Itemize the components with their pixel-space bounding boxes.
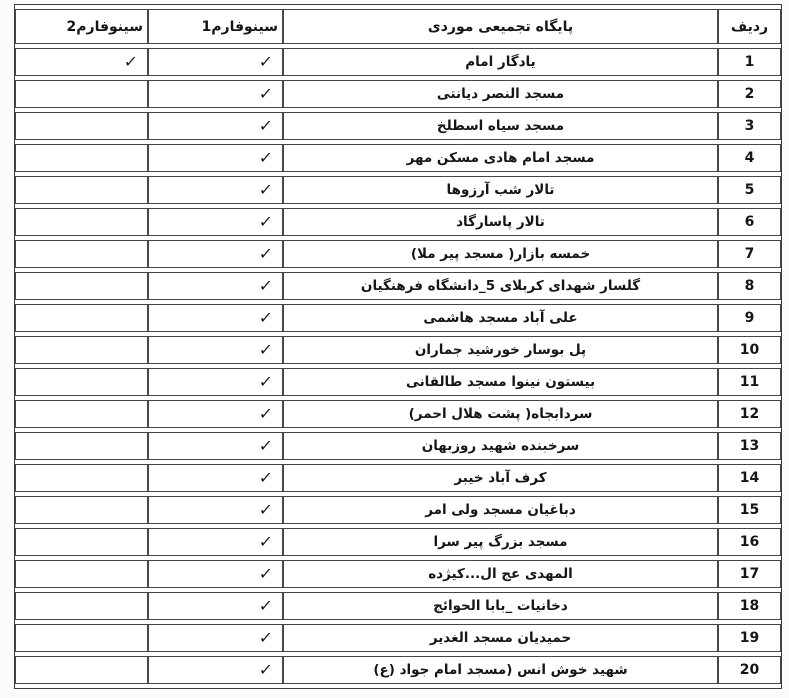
row-number-cell: 11 (718, 368, 781, 396)
station-name-cell: کرف آباد خیبر (283, 464, 718, 492)
checkmark-icon: ✓ (257, 596, 274, 615)
sinopharm1-cell (148, 336, 283, 364)
row-number-cell: 19 (718, 624, 781, 652)
header-row (15, 9, 781, 44)
station-name-cell: دباغیان مسجد ولی امر (283, 496, 718, 524)
table-row (15, 368, 781, 396)
vaccination-stations-table-frame (14, 4, 782, 689)
sinopharm1-cell (148, 176, 283, 204)
checkmark-icon: ✓ (257, 660, 274, 679)
header-sinopharm1: سینوفارم1 (148, 9, 283, 44)
sinopharm1-cell (148, 112, 283, 140)
sinopharm1-cell (148, 400, 283, 428)
station-name-cell: مسجد سیاه اسطلخ (283, 112, 718, 140)
checkmark-icon: ✓ (257, 116, 274, 135)
checkmark-icon: ✓ (257, 340, 274, 359)
checkmark-icon: ✓ (257, 628, 274, 647)
table-row (15, 624, 781, 652)
table-row (15, 400, 781, 428)
sinopharm1-cell (148, 144, 283, 172)
table-header (15, 9, 781, 44)
table-row (15, 496, 781, 524)
row-number-cell: 2 (718, 80, 781, 108)
station-name-cell: مسجد النصر دیانتی (283, 80, 718, 108)
sinopharm1-cell (148, 208, 283, 236)
checkmark-icon: ✓ (257, 468, 274, 487)
row-number-cell: 12 (718, 400, 781, 428)
sinopharm2-cell (15, 656, 148, 684)
station-name-cell: تالار پاسارگاد (283, 208, 718, 236)
row-number-cell: 5 (718, 176, 781, 204)
row-number-cell: 15 (718, 496, 781, 524)
station-name-cell: المهدی عج ال...کیژده (283, 560, 718, 588)
sinopharm2-cell (15, 624, 148, 652)
station-name-cell: مسجد امام هادی مسکن مهر (283, 144, 718, 172)
checkmark-icon: ✓ (257, 404, 274, 423)
table-row (15, 432, 781, 460)
station-name-cell: گلسار شهدای کربلای 5_دانشگاه فرهنگیان (283, 272, 718, 300)
station-name-cell: حمیدیان مسجد الغدیر (283, 624, 718, 652)
checkmark-icon: ✓ (122, 52, 139, 71)
header-station-name: پایگاه تجمیعی موردی (283, 9, 718, 44)
checkmark-icon: ✓ (257, 244, 274, 263)
checkmark-icon: ✓ (257, 148, 274, 167)
sinopharm2-cell (15, 496, 148, 524)
sinopharm1-cell (148, 528, 283, 556)
station-name-cell: سردابجاه( پشت هلال احمر) (283, 400, 718, 428)
sinopharm2-cell (15, 528, 148, 556)
row-number-cell: 1 (718, 48, 781, 76)
sinopharm1-cell (148, 432, 283, 460)
table-row (15, 464, 781, 492)
row-number-cell: 13 (718, 432, 781, 460)
vaccination-stations-table (15, 5, 781, 688)
sinopharm1-cell (148, 592, 283, 620)
sinopharm1-cell (148, 496, 283, 524)
sinopharm2-cell (15, 304, 148, 332)
sinopharm1-cell (148, 464, 283, 492)
table-row (15, 592, 781, 620)
row-number-cell: 9 (718, 304, 781, 332)
table-row (15, 48, 781, 76)
checkmark-icon: ✓ (257, 212, 274, 231)
row-number-cell: 6 (718, 208, 781, 236)
checkmark-icon: ✓ (257, 500, 274, 519)
table-row (15, 240, 781, 268)
station-name-cell: سرخبنده شهید روزبهان (283, 432, 718, 460)
sinopharm1-cell (148, 80, 283, 108)
sinopharm2-cell (15, 80, 148, 108)
checkmark-icon: ✓ (257, 372, 274, 391)
sinopharm2-cell (15, 144, 148, 172)
station-name-cell: خمسه بازار( مسجد پیر ملا) (283, 240, 718, 268)
checkmark-icon: ✓ (257, 52, 274, 71)
sinopharm1-cell (148, 656, 283, 684)
sinopharm2-cell (15, 240, 148, 268)
sinopharm1-cell (148, 368, 283, 396)
sinopharm2-cell (15, 464, 148, 492)
sinopharm1-cell (148, 304, 283, 332)
station-name-cell: دخانیات _بابا الحوائج (283, 592, 718, 620)
sinopharm2-cell (15, 592, 148, 620)
checkmark-icon: ✓ (257, 84, 274, 103)
row-number-cell: 16 (718, 528, 781, 556)
sinopharm2-cell (15, 112, 148, 140)
row-number-cell: 3 (718, 112, 781, 140)
row-number-cell: 10 (718, 336, 781, 364)
row-number-cell: 8 (718, 272, 781, 300)
sinopharm2-cell (15, 208, 148, 236)
station-name-cell: شهید خوش انس (مسجد امام جواد (ع) (283, 656, 718, 684)
checkmark-icon: ✓ (257, 276, 274, 295)
sinopharm2-cell (15, 432, 148, 460)
checkmark-icon: ✓ (257, 308, 274, 327)
sinopharm2-cell (15, 176, 148, 204)
table-row (15, 304, 781, 332)
sinopharm1-cell (148, 624, 283, 652)
header-row-number: ردیف (718, 9, 781, 44)
sinopharm1-cell (148, 272, 283, 300)
row-number-cell: 14 (718, 464, 781, 492)
table-row (15, 336, 781, 364)
table-row (15, 272, 781, 300)
station-name-cell: تالار شب آرزوها (283, 176, 718, 204)
table-row (15, 656, 781, 684)
sinopharm2-cell (15, 368, 148, 396)
station-name-cell: علی آباد مسجد هاشمی (283, 304, 718, 332)
row-number-cell: 4 (718, 144, 781, 172)
row-number-cell: 20 (718, 656, 781, 684)
sinopharm1-cell (148, 48, 283, 76)
station-name-cell: بیستون نینوا مسجد طالقانی (283, 368, 718, 396)
table-body (15, 48, 781, 684)
checkmark-icon: ✓ (257, 532, 274, 551)
table-row (15, 560, 781, 588)
checkmark-icon: ✓ (257, 436, 274, 455)
row-number-cell: 7 (718, 240, 781, 268)
row-number-cell: 17 (718, 560, 781, 588)
sinopharm2-cell (15, 272, 148, 300)
row-number-cell: 18 (718, 592, 781, 620)
sinopharm1-cell (148, 560, 283, 588)
checkmark-icon: ✓ (257, 564, 274, 583)
station-name-cell: یادگار امام (283, 48, 718, 76)
sinopharm2-cell (15, 336, 148, 364)
station-name-cell: پل بوسار خورشید جماران (283, 336, 718, 364)
table-row (15, 80, 781, 108)
sinopharm2-cell (15, 48, 148, 76)
table-row (15, 144, 781, 172)
station-name-cell: مسجد بزرگ پیر سرا (283, 528, 718, 556)
sinopharm1-cell (148, 240, 283, 268)
table-row (15, 176, 781, 204)
header-sinopharm2: سینوفارم2 (15, 9, 148, 44)
table-row (15, 112, 781, 140)
table-row (15, 208, 781, 236)
sinopharm2-cell (15, 400, 148, 428)
sinopharm2-cell (15, 560, 148, 588)
table-row (15, 528, 781, 556)
checkmark-icon: ✓ (257, 180, 274, 199)
